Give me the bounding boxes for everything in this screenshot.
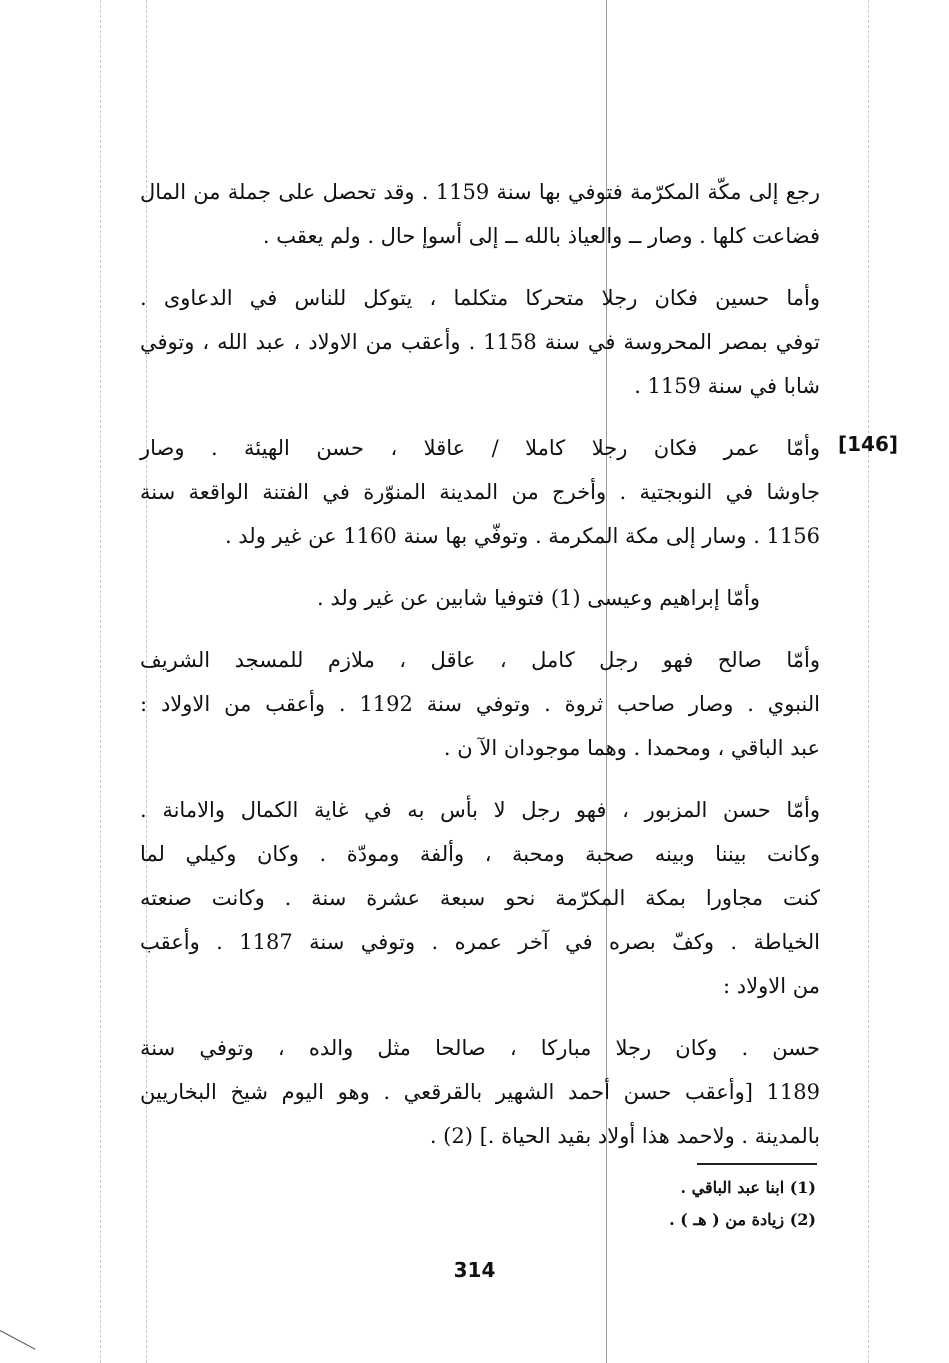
text-line: عبد الباقي ، ومحمدا . وهما موجودان الآ ن . (443, 736, 820, 760)
text-line: من الاولاد : (723, 974, 820, 998)
text-line: جاوشا في النوبجتية . وأخرج من المدينة المنوّرة في الفتنة الواقعة سنة (140, 480, 820, 504)
footnote-separator (697, 1163, 817, 1165)
text-line: 1189 [وأعقب حسن أحمد الشهير بالقرقعي . وهو اليوم شيخ البخاريين (140, 1080, 820, 1104)
scan-guide-line (868, 0, 869, 1363)
body-text (140, 170, 820, 1176)
text-line: فضاعت كلها . وصار ــ والعياذ بالله ــ إلى أسوإ حال . ولم يعقب . (262, 224, 820, 248)
footnote: (2) زيادة من ( هـ ) . (669, 1210, 816, 1229)
text-line: بالمدينة . ولاحمد هذا أولاد بقيد الحياة .] (2) . (429, 1124, 820, 1148)
text-line: الخياطة . وكفّ بصره في آخر عمره . وتوفي سنة 1187 . وأعقب (140, 930, 820, 954)
text-line: حسن . وكان رجلا مباركا ، صالحا مثل والده ، وتوفي سنة (140, 1036, 820, 1060)
text-line: وأما حسين فكان رجلا متحركا متكلما ، يتوكل للناس في الدعاوى . (140, 286, 820, 310)
text-line: 1156 . وسار إلى مكة المكرمة . وتوفّي بها سنة 1160 عن غير ولد . (224, 524, 820, 548)
text-line: وأمّا عمر فكان رجلا كاملا / عاقلا ، حسن الهيئة . وصار (140, 436, 820, 460)
text-line: وأمّا حسن المزبور ، فهو رجل لا بأس به في غاية الكمال والامانة . (140, 798, 820, 822)
scan-guide-line (100, 0, 101, 1363)
paragraph (140, 426, 820, 558)
text-line: رجع إلى مكّة المكرّمة فتوفي بها سنة 1159 . وقد تحصل على جملة من المال (140, 180, 821, 204)
paragraph (140, 788, 820, 1008)
footnote: (1) ابنا عبد الباقي . (680, 1178, 816, 1197)
text-line: النبوي . وصار صاحب ثروة . وتوفي سنة 1192 . وأعقب من الاولاد : (140, 692, 820, 716)
paragraph (140, 576, 820, 620)
paragraph (140, 170, 820, 258)
text-line: وأمّا إبراهيم وعيسى (1) فتوفيا شابين عن غير ولد . (316, 586, 760, 610)
scan-edge-mark (0, 1330, 36, 1350)
paragraph (140, 276, 820, 408)
text-line: وكانت بيننا وبينه صحبة ومحبة ، وألفة ومودّة . وكان وكيلي لما (140, 842, 820, 866)
text-line: توفي بمصر المحروسة في سنة 1158 . وأعقب من الاولاد ، عبد الله ، وتوفي (140, 330, 820, 354)
text-line: كنت مجاورا بمكة المكرّمة نحو سبعة عشرة سنة . وكانت صنعته (140, 886, 820, 910)
text-line: شابا في سنة 1159 . (634, 374, 820, 398)
paragraph (140, 638, 820, 770)
margin-page-reference: [146] (838, 432, 899, 456)
page-number: 314 (453, 1258, 496, 1282)
text-line: وأمّا صالح فهو رجل كامل ، عاقل ، ملازم للمسجد الشريف (140, 648, 820, 672)
paragraph (140, 1026, 820, 1158)
footnotes (560, 1172, 816, 1236)
